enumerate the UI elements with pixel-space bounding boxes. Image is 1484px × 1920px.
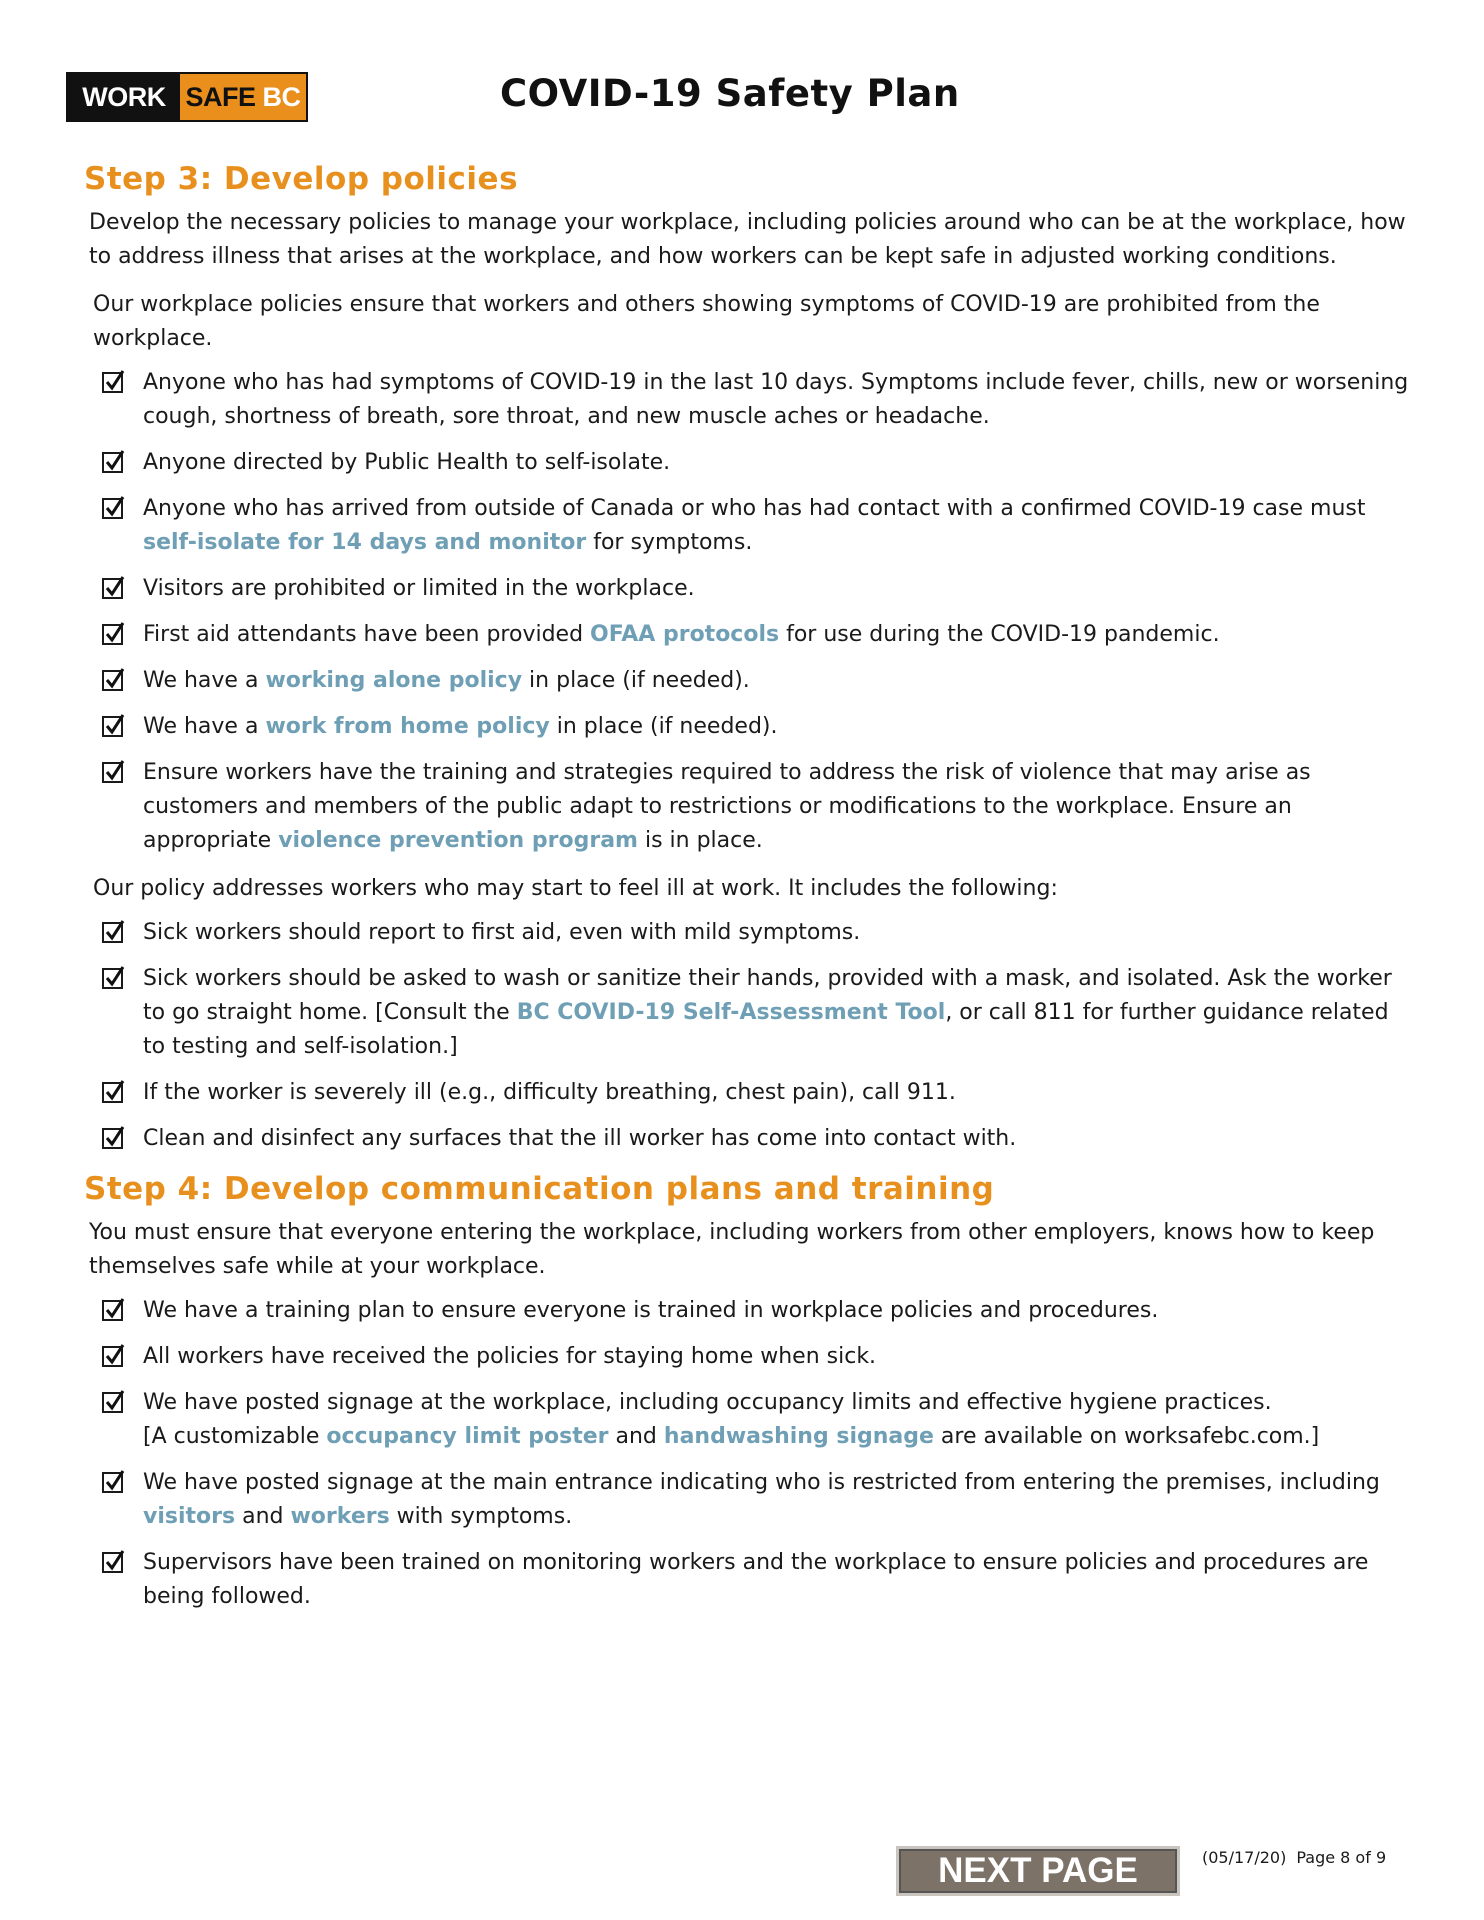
document-title: COVID-19 Safety Plan [500,72,960,115]
item-text: We have a [143,668,266,693]
logo-safe-bc [180,74,306,120]
list-item [84,664,1414,698]
step4-heading: Step 4: Develop communication plans and training [84,1171,995,1207]
list-item [84,1340,1414,1374]
list-item [84,962,1414,1064]
item-text: with symptoms. [389,1504,573,1529]
item-text: Anyone who has arrived from outside of Canada or who has had contact with a confirmed COVID-19 case must [143,496,1366,521]
ill-worker-list [84,916,1414,1156]
self-assessment-tool-link[interactable]: BC COVID-19 Self-Assessment Tool [516,1000,946,1025]
item-text: and [608,1424,664,1449]
checked-checkbox-icon [102,762,123,783]
revision-date: (05/17/20) [1202,1848,1287,1867]
visitors-link[interactable]: visitors [143,1504,236,1529]
step3-policy-paragraph: Our workplace policies ensure that workers and others showing symptoms of COVID-19 are prohibited from the workplace. [93,292,1320,351]
checked-checkbox-icon [102,624,123,645]
item-text: We have a [143,714,266,739]
ofaa-protocols-link[interactable]: OFAA protocols [590,622,780,647]
working-alone-policy-link[interactable]: working alone policy [265,668,523,693]
item-text: [A customizable [143,1424,327,1449]
next-page-button[interactable]: NEXT PAGE [896,1846,1180,1896]
item-text: If the worker is severely ill (e.g., difficulty breathing, chest pain), call 911. [143,1080,956,1105]
self-isolate-link[interactable]: self-isolate for 14 days and monitor [143,530,587,555]
item-text: Anyone directed by Public Health to self-isolate. [143,450,671,475]
checked-checkbox-icon [102,1392,123,1413]
main-content [84,158,1414,1626]
item-text: Supervisors have been trained on monitoring workers and the workplace to ensure policies and procedures are being followed. [143,1550,1369,1609]
list-item [84,446,1414,480]
workers-link[interactable]: workers [290,1504,390,1529]
worksafebc-logo [66,72,308,122]
item-text: Anyone who has had symptoms of COVID-19 in the last 10 days. Symptoms include fever, chills, new or worsening cough, shortness of breath, sore throat, and new muscle aches or headache. [143,370,1409,429]
item-text: for symptoms. [586,530,753,555]
checked-checkbox-icon [102,1300,123,1321]
item-text: Ensure workers have the training and strategies required to address the risk of violence that may arise as customers and members of the public adapt to restrictions or modifications to the workplace. Ensure an appropriate [143,760,1311,853]
list-item [84,1546,1414,1614]
logo-safe: SAFE [185,81,256,112]
item-text: All workers have received the policies for staying home when sick. [143,1344,877,1369]
item-text: in place (if needed). [549,714,778,739]
logo-bc: BC [262,81,301,112]
list-item [84,916,1414,950]
item-text: for use during the COVID-19 pandemic. [779,622,1220,647]
list-item [84,1122,1414,1156]
step3-heading: Step 3: Develop policies [84,161,519,197]
item-text: Sick workers should report to first aid, even with mild symptoms. [143,920,861,945]
work-from-home-policy-link[interactable]: work from home policy [265,714,550,739]
list-item [84,572,1414,606]
list-item [84,1466,1414,1534]
item-text: , or call 811 for further guidance related to testing and self-isolation.] [143,1000,1389,1059]
list-item [84,618,1414,652]
checked-checkbox-icon [102,578,123,599]
item-text: We have posted signage at the workplace, including occupancy limits and effective hygiene practices. [143,1390,1272,1415]
list-item [84,492,1414,560]
checked-checkbox-icon [102,498,123,519]
communication-list [84,1294,1414,1614]
item-text: and [235,1504,291,1529]
ill-at-work-paragraph: Our policy addresses workers who may start to feel ill at work. It includes the following: [93,876,1058,901]
item-text: We have a training plan to ensure everyone is trained in workplace policies and procedures. [143,1298,1159,1323]
list-item [84,1294,1414,1328]
checked-checkbox-icon [102,922,123,943]
checked-checkbox-icon [102,670,123,691]
item-text: First aid attendants have been provided [143,622,591,647]
handwashing-signage-link[interactable]: handwashing signage [663,1424,934,1449]
list-item [84,710,1414,744]
list-item [84,1076,1414,1110]
step4-intro: You must ensure that everyone entering the workplace, including workers from other employers, knows how to keep themselves safe while at your workplace. [89,1220,1375,1279]
symptom-policy-list [84,366,1414,858]
checked-checkbox-icon [102,1472,123,1493]
item-text: Sick workers should be asked to wash or sanitize their hands, provided with a mask, and isolated. Ask the worker to go straight home. [Consult the [143,966,1392,1025]
occupancy-limit-poster-link[interactable]: occupancy limit poster [326,1424,609,1449]
item-text: Clean and disinfect any surfaces that the ill worker has come into contact with. [143,1126,1017,1151]
checked-checkbox-icon [102,716,123,737]
logo-work: WORK [68,74,180,120]
list-item [84,1386,1414,1454]
checked-checkbox-icon [102,1128,123,1149]
item-text: We have posted signage at the main entrance indicating who is restricted from entering the premises, including [143,1470,1380,1495]
violence-prevention-program-link[interactable]: violence prevention program [278,828,638,853]
item-text: Visitors are prohibited or limited in the workplace. [143,576,695,601]
checked-checkbox-icon [102,372,123,393]
item-text: in place (if needed). [522,668,750,693]
page-number: Page 8 of 9 [1296,1848,1387,1867]
checked-checkbox-icon [102,1552,123,1573]
item-text: is in place. [637,828,763,853]
step3-intro: Develop the necessary policies to manage your workplace, including policies around who can be at the workplace, how to address illness that arises at the workplace, and how workers can be kept safe in adjusted working conditions. [89,210,1406,269]
checked-checkbox-icon [102,452,123,473]
page-footer [1202,1848,1396,1867]
item-text: are available on worksafebc.com.] [933,1424,1320,1449]
list-item [84,366,1414,434]
checked-checkbox-icon [102,968,123,989]
checked-checkbox-icon [102,1082,123,1103]
list-item [84,756,1414,858]
checked-checkbox-icon [102,1346,123,1367]
